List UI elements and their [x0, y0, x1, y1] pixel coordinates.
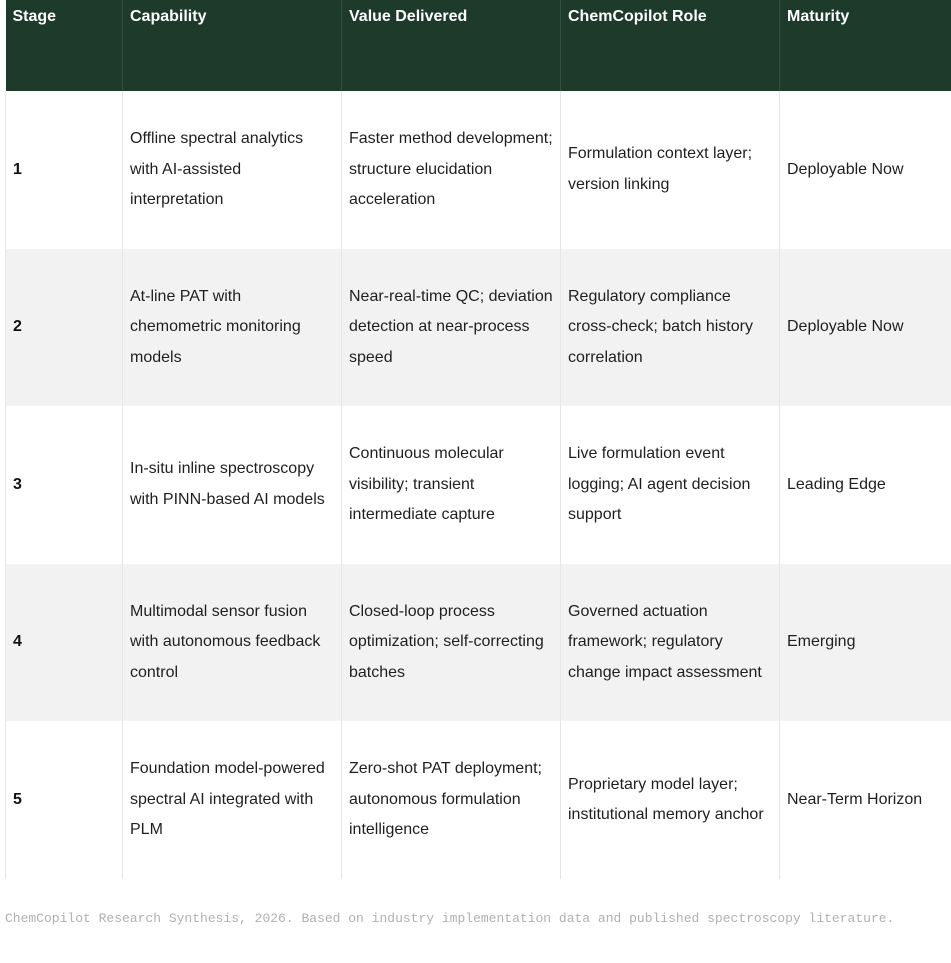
table-header-row	[6, 0, 951, 91]
cell-stage: 4	[6, 564, 123, 722]
cell-capability: Multimodal sensor fusion with autonomous feedback control	[123, 564, 342, 722]
table-row	[6, 721, 951, 879]
table-row	[6, 249, 951, 407]
cell-value-delivered: Closed-loop process optimization; self-correcting batches	[342, 564, 561, 722]
header-capability: Capability	[123, 0, 342, 91]
header-value-delivered: Value Delivered	[342, 0, 561, 91]
cell-value-delivered: Zero-shot PAT deployment; autonomous formulation intelligence	[342, 721, 561, 879]
cell-chemcopilot-role: Live formulation event logging; AI agent decision support	[561, 406, 780, 564]
cell-value-delivered: Near-real-time QC; deviation detection at near-process speed	[342, 249, 561, 407]
cell-value-delivered: Continuous molecular visibility; transient intermediate capture	[342, 406, 561, 564]
cell-chemcopilot-role: Formulation context layer; version linking	[561, 91, 780, 249]
stage-table-container	[5, 0, 951, 879]
cell-capability: Foundation model-powered spectral AI integrated with PLM	[123, 721, 342, 879]
table-row	[6, 564, 951, 722]
cell-chemcopilot-role: Proprietary model layer; institutional memory anchor	[561, 721, 780, 879]
stage-table	[5, 0, 951, 879]
cell-stage: 5	[6, 721, 123, 879]
cell-stage: 2	[6, 249, 123, 407]
cell-stage: 3	[6, 406, 123, 564]
source-footnote: ChemCopilot Research Synthesis, 2026. Based on industry implementation data and published spectroscopy literature.	[5, 911, 895, 926]
cell-maturity: Emerging	[780, 564, 951, 722]
cell-maturity: Deployable Now	[780, 249, 951, 407]
header-stage: Stage	[12, 8, 57, 25]
cell-maturity: Deployable Now	[780, 91, 951, 249]
cell-maturity: Near-Term Horizon	[780, 721, 951, 879]
cell-chemcopilot-role: Regulatory compliance cross-check; batch history correlation	[561, 249, 780, 407]
cell-maturity: Leading Edge	[780, 406, 951, 564]
table-row	[6, 406, 951, 564]
header-maturity: Maturity	[780, 0, 951, 91]
table-row	[6, 91, 951, 249]
cell-capability: At-line PAT with chemometric monitoring models	[123, 249, 342, 407]
cell-capability: In-situ inline spectroscopy with PINN-based AI models	[123, 406, 342, 564]
cell-capability: Offline spectral analytics with AI-assisted interpretation	[123, 91, 342, 249]
cell-stage: 1	[6, 91, 123, 249]
cell-chemcopilot-role: Governed actuation framework; regulatory change impact assessment	[561, 564, 780, 722]
cell-value-delivered: Faster method development; structure elucidation acceleration	[342, 91, 561, 249]
header-chemcopilot-role: ChemCopilot Role	[561, 0, 780, 91]
